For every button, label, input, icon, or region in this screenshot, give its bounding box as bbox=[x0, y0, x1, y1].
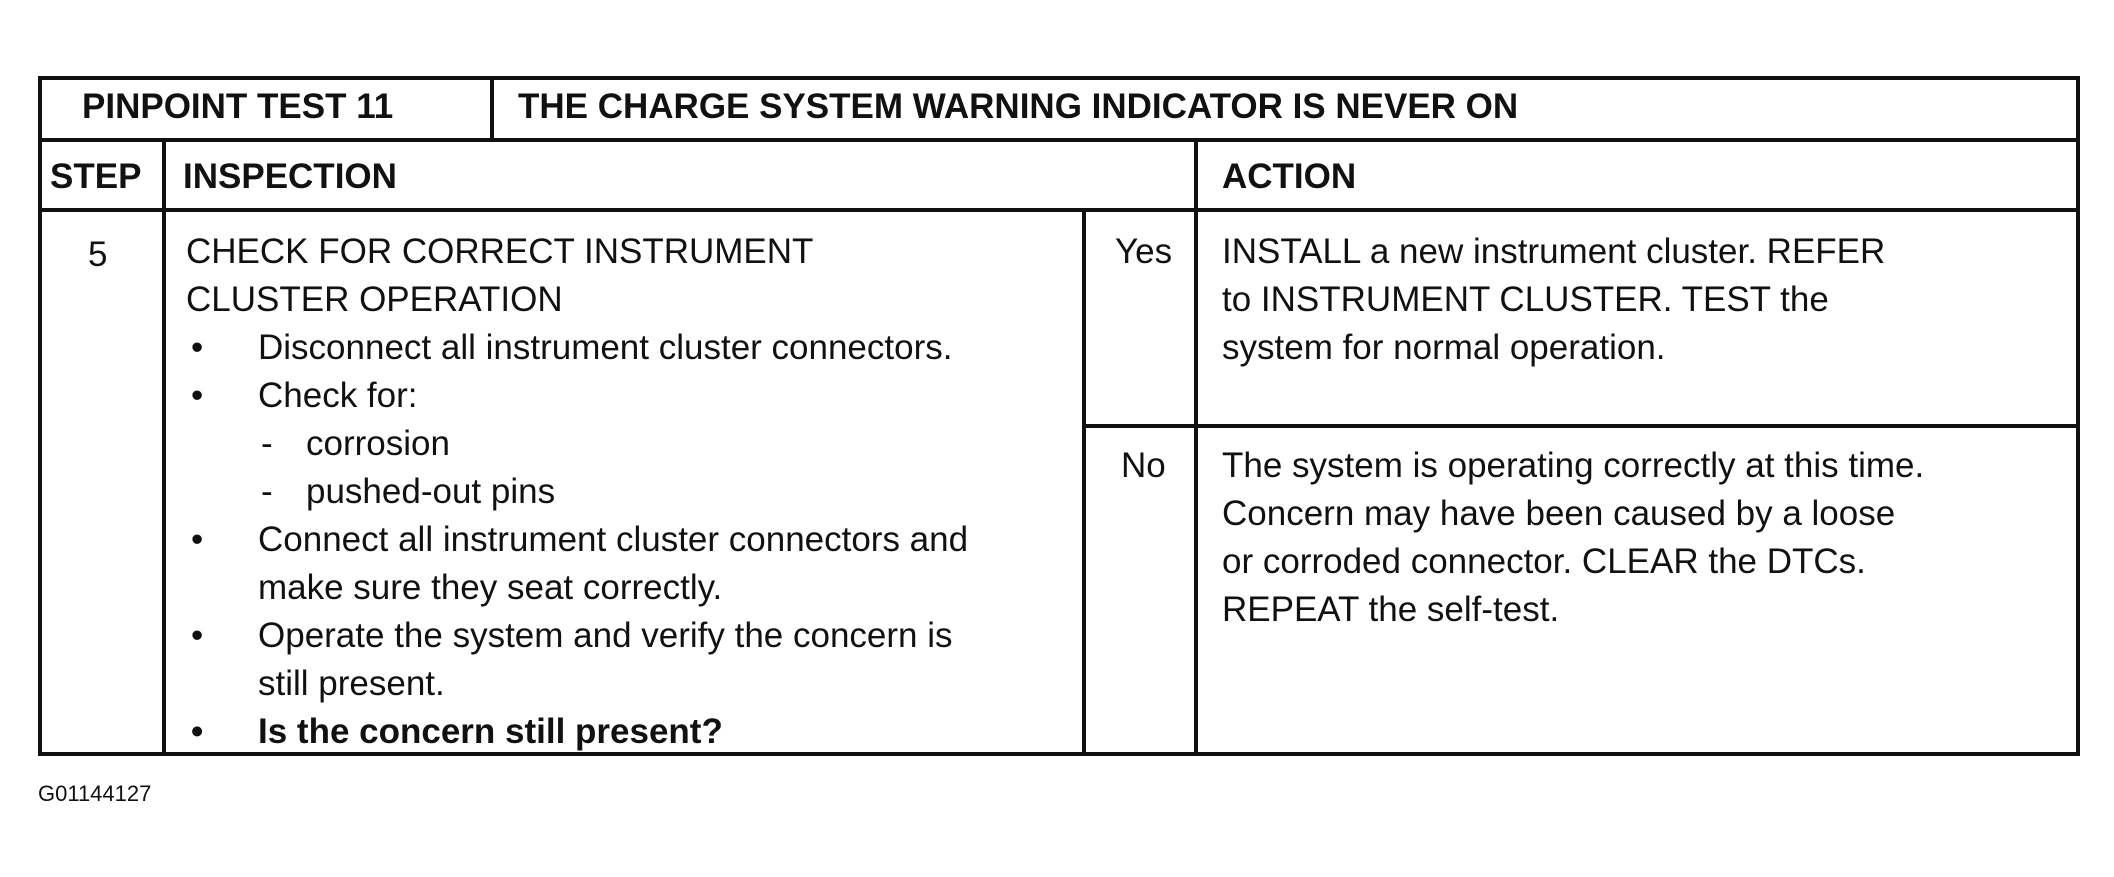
yes-no-divider-line bbox=[1082, 424, 2080, 428]
step-number: 5 bbox=[88, 235, 108, 274]
no-action-line: REPEAT the self-test. bbox=[1222, 590, 1560, 629]
bullet-mark: • bbox=[191, 712, 204, 751]
title-column-divider bbox=[490, 76, 494, 140]
bullet-text: Operate the system and verify the concern is bbox=[258, 616, 953, 655]
dash-mark: - bbox=[261, 424, 273, 463]
action-column-divider bbox=[1194, 138, 1198, 756]
sub-item-text: pushed-out pins bbox=[306, 472, 556, 511]
inspection-cell bbox=[186, 228, 1086, 756]
bullet-text: Connect all instrument cluster connectors and bbox=[258, 520, 969, 559]
yes-label: Yes bbox=[1115, 232, 1173, 271]
inspection-column-header: INSPECTION bbox=[183, 157, 397, 196]
no-action-line: or corroded connector. CLEAR the DTCs. bbox=[1222, 542, 1866, 581]
inspection-bullet bbox=[186, 324, 1086, 372]
question-text: Is the concern still present? bbox=[258, 712, 723, 751]
inspection-bullet bbox=[186, 612, 1086, 708]
title-divider-line bbox=[38, 138, 2080, 142]
inspection-heading-line: CLUSTER OPERATION bbox=[186, 280, 563, 319]
no-action-line: The system is operating correctly at this time. bbox=[1222, 446, 1925, 485]
check-sub-item bbox=[186, 420, 1086, 468]
pinpoint-test-label: PINPOINT TEST 11 bbox=[82, 87, 394, 126]
step-column-header: STEP bbox=[50, 157, 142, 196]
no-action-line: Concern may have been caused by a loose bbox=[1222, 494, 1896, 533]
bullet-text: Check for: bbox=[258, 376, 418, 415]
inspection-question bbox=[186, 708, 1086, 756]
pinpoint-test-title: THE CHARGE SYSTEM WARNING INDICATOR IS NEVER ON bbox=[518, 87, 1519, 126]
dash-mark: - bbox=[261, 472, 273, 511]
action-column-header: ACTION bbox=[1222, 157, 1357, 196]
step-column-divider bbox=[162, 138, 166, 756]
sub-item-text: corrosion bbox=[306, 424, 450, 463]
no-action-cell bbox=[1222, 442, 2062, 634]
check-sub-item bbox=[186, 468, 1086, 516]
bullet-text: still present. bbox=[258, 664, 445, 703]
bullet-mark: • bbox=[191, 376, 204, 415]
yes-action-cell bbox=[1222, 228, 2062, 372]
bullet-mark: • bbox=[191, 520, 204, 559]
yes-action-line: to INSTRUMENT CLUSTER. TEST the bbox=[1222, 280, 1829, 319]
bullet-text: make sure they seat correctly. bbox=[258, 568, 723, 607]
bullet-mark: • bbox=[191, 616, 204, 655]
inspection-heading-line: CHECK FOR CORRECT INSTRUMENT bbox=[186, 232, 814, 271]
no-label: No bbox=[1121, 446, 1166, 485]
inspection-bullet bbox=[186, 516, 1086, 612]
inspection-bullet bbox=[186, 372, 1086, 420]
bullet-mark: • bbox=[191, 328, 204, 367]
yes-action-line: INSTALL a new instrument cluster. REFER bbox=[1222, 232, 1886, 271]
yes-action-line: system for normal operation. bbox=[1222, 328, 1666, 367]
header-divider-line bbox=[38, 208, 2080, 212]
bullet-text: Disconnect all instrument cluster connectors. bbox=[258, 328, 953, 367]
figure-id: G01144127 bbox=[38, 781, 152, 806]
